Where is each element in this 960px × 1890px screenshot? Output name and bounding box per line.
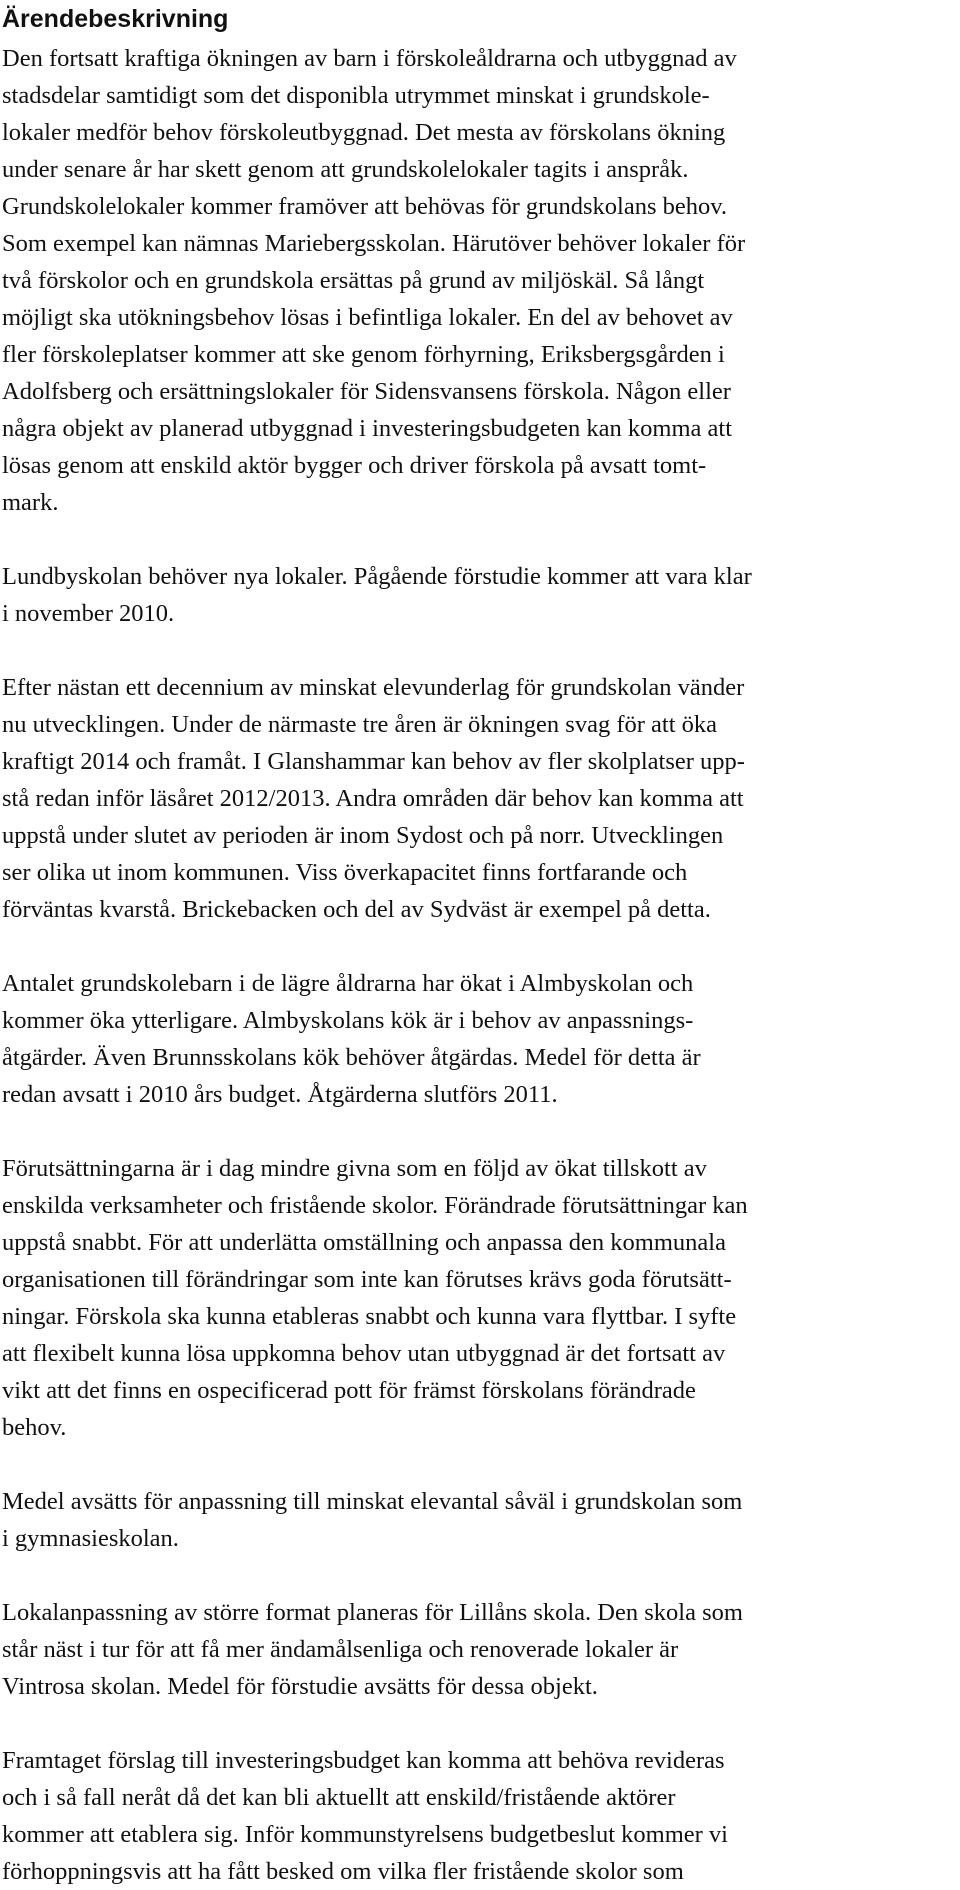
text-line: lösas genom att enskild aktör bygger och driver förskola på avsatt tomt- xyxy=(2,452,707,479)
text-line: ser olika ut inom kommunen. Viss överkapacitet finns fortfarande och xyxy=(2,859,688,886)
text-line: i gymnasieskolan. xyxy=(2,1525,179,1552)
text-line: några objekt av planerad utbyggnad i investeringsbudgeten kan komma att xyxy=(2,415,733,442)
text-line: förhoppningsvis att ha fått besked om vilka fler fristående skolor som xyxy=(2,1858,684,1885)
paragraph-gap xyxy=(2,1113,955,1150)
text-line: vikt att det finns en ospecificerad pott för främst förskolans förändrade xyxy=(2,1377,696,1404)
text-line: Adolfsberg och ersättningslokaler för Sidensvansens förskola. Någon eller xyxy=(2,378,731,405)
text-line: Medel avsätts för anpassning till minskat elevantal såväl i grundskolan som xyxy=(2,1488,743,1515)
text-line: kommer öka ytterligare. Almbyskolans kök är i behov av anpassnings- xyxy=(2,1007,694,1034)
paragraph-8 xyxy=(2,1742,955,1890)
text-line: Efter nästan ett decennium av minskat elevunderlag för grundskolan vänder xyxy=(2,674,745,701)
text-line: enskilda verksamheter och fristående skolor. Förändrade förutsättningar kan xyxy=(2,1192,748,1219)
paragraph-4 xyxy=(2,965,955,1113)
text-line: redan avsatt i 2010 års budget. Åtgärderna slutförs 2011. xyxy=(2,1081,558,1108)
text-line: Lundbyskolan behöver nya lokaler. Pågående förstudie kommer att vara klar xyxy=(2,563,752,590)
text-line: Som exempel kan nämnas Mariebergsskolan. Härutöver behöver lokaler för xyxy=(2,230,746,257)
text-line: mark. xyxy=(2,489,59,516)
text-line: Antalet grundskolebarn i de lägre åldrarna har ökat i Almbyskolan och xyxy=(2,970,694,997)
paragraph-gap xyxy=(2,1705,955,1742)
text-line: åtgärder. Även Brunnsskolans kök behöver åtgärdas. Medel för detta är xyxy=(2,1044,701,1071)
paragraph-gap xyxy=(2,1446,955,1483)
text-line: och i så fall neråt då det kan bli aktuellt att enskild/fristående aktörer xyxy=(2,1784,676,1811)
text-line: Lokalanpassning av större format planeras för Lillåns skola. Den skola som xyxy=(2,1599,743,1626)
paragraph-gap xyxy=(2,521,955,558)
paragraph-1 xyxy=(2,40,955,521)
text-line: under senare år har skett genom att grundskolelokaler tagits i anspråk. xyxy=(2,156,689,183)
text-line: ningar. Förskola ska kunna etableras snabbt och kunna vara flyttbar. I syfte xyxy=(2,1303,737,1330)
text-line: Grundskolelokaler kommer framöver att behövas för grundskolans behov. xyxy=(2,193,728,220)
text-line: stå redan inför läsåret 2012/2013. Andra områden där behov kan komma att xyxy=(2,785,744,812)
paragraph-3 xyxy=(2,669,955,928)
paragraph-2 xyxy=(2,558,955,632)
text-line: i november 2010. xyxy=(2,600,175,627)
text-line: förväntas kvarstå. Brickebacken och del av Sydväst är exempel på detta. xyxy=(2,896,711,923)
document-body xyxy=(2,40,955,1890)
text-line: fler förskoleplatser kommer att ske genom förhyrning, Eriksbergsgården i xyxy=(2,341,725,368)
text-line: två förskolor och en grundskola ersättas på grund av miljöskäl. Så långt xyxy=(2,267,705,294)
paragraph-5 xyxy=(2,1150,955,1446)
text-line: stadsdelar samtidigt som det disponibla utrymmet minskat i grundskole- xyxy=(2,82,710,109)
paragraph-gap xyxy=(2,928,955,965)
text-line: Förutsättningarna är i dag mindre givna som en följd av ökat tillskott av xyxy=(2,1155,707,1182)
text-line: kraftigt 2014 och framåt. I Glanshammar kan behov av fler skolplatser upp- xyxy=(2,748,745,775)
paragraph-6 xyxy=(2,1483,955,1557)
text-line: Vintrosa skolan. Medel för förstudie avsätts för dessa objekt. xyxy=(2,1673,598,1700)
text-line: uppstå under slutet av perioden är inom Sydost och på norr. Utvecklingen xyxy=(2,822,724,849)
text-line: uppstå snabbt. För att underlätta omställning och anpassa den kommunala xyxy=(2,1229,726,1256)
text-line: nu utvecklingen. Under de närmaste tre åren är ökningen svag för att öka xyxy=(2,711,717,738)
paragraph-7 xyxy=(2,1594,955,1705)
text-line: organisationen till förändringar som inte kan förutses krävs goda förutsätt- xyxy=(2,1266,732,1293)
section-heading: Ärendebeskrivning xyxy=(2,5,229,33)
text-line: att flexibelt kunna lösa uppkomna behov utan utbyggnad är det fortsatt av xyxy=(2,1340,726,1367)
text-line: möjligt ska utökningsbehov lösas i befintliga lokaler. En del av behovet av xyxy=(2,304,733,331)
text-line: behov. xyxy=(2,1414,67,1441)
text-line: står näst i tur för att få mer ändamålsenliga och renoverade lokaler är xyxy=(2,1636,679,1663)
paragraph-gap xyxy=(2,1557,955,1594)
text-line: lokaler medför behov förskoleutbyggnad. Det mesta av förskolans ökning xyxy=(2,119,726,146)
text-line: Framtaget förslag till investeringsbudget kan komma att behöva revideras xyxy=(2,1747,725,1774)
text-line: kommer att etablera sig. Inför kommunstyrelsens budgetbeslut kommer vi xyxy=(2,1821,728,1848)
text-line: Den fortsatt kraftiga ökningen av barn i förskoleåldrarna och utbyggnad av xyxy=(2,45,737,72)
paragraph-gap xyxy=(2,632,955,669)
